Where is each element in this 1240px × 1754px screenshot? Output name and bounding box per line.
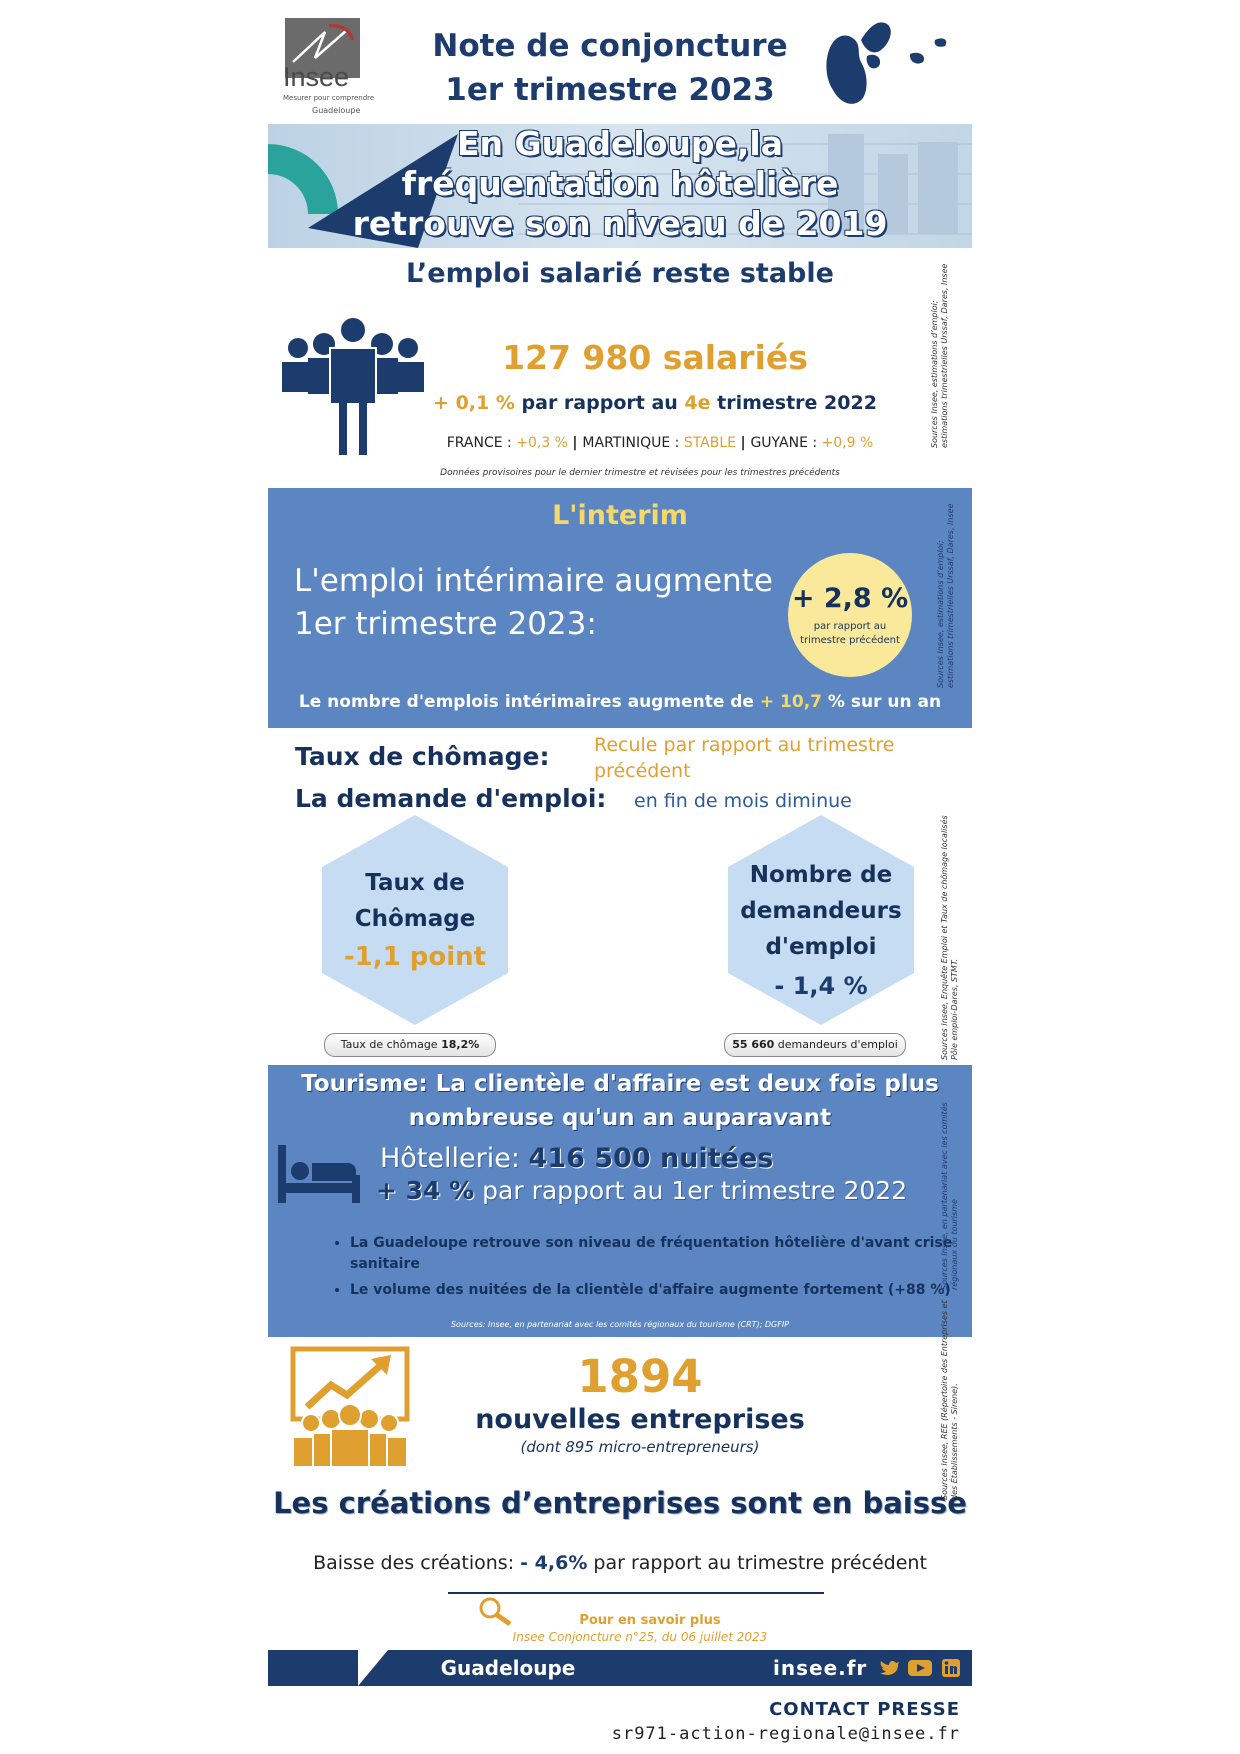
interim-source: Sources Insee, estimations d’emploi; estimations trimestrielles Urssaf, Dares, Insee xyxy=(936,503,955,688)
cmp-guyane-value: +0,9 % xyxy=(821,435,874,451)
hotel-label: Hôtellerie: xyxy=(380,1143,529,1174)
tourisme-title-line-1: Tourisme: La clientèle d'affaire est deux fois plus xyxy=(301,1071,939,1097)
pill2-label: demandeurs d'emploi xyxy=(774,1038,898,1051)
new-companies-label: nouvelles entreprises xyxy=(475,1404,805,1435)
emploi-source: Sources Insee, estimations d’emploi; estimations trimestrielles Urssaf, Dares, Insee xyxy=(930,263,949,448)
footer-bar xyxy=(268,1650,972,1686)
footer-website-link[interactable]: insee.fr xyxy=(773,1656,868,1680)
chomage-text-line-2: précédent xyxy=(594,760,691,782)
chomage-title: Taux de chômage: xyxy=(295,742,550,771)
tourisme-panel xyxy=(268,1065,972,1337)
salaries-evolution-text-a: par rapport au xyxy=(514,392,685,414)
banner-line-1: En Guadeloupe,la xyxy=(457,124,783,163)
interim-line-1: L'emploi intérimaire augmente xyxy=(294,563,773,599)
twitter-icon[interactable] xyxy=(880,1659,900,1677)
more-info-reference[interactable]: Insee Conjoncture n°25, du 06 juillet 2023 xyxy=(512,1630,768,1644)
emploi-section-title: L’emploi salarié reste stable xyxy=(406,258,834,289)
logo-tagline: Mesurer pour comprendre xyxy=(283,94,375,102)
tourisme-bullet: • La Guadeloupe retrouve son niveau de fréquentation hôtelière d'avant crise sanitaire xyxy=(350,1233,960,1275)
interim-annual-evolution xyxy=(268,692,972,712)
interim-growth-sub-2: trimestre précédent xyxy=(800,635,900,646)
employees-group-icon xyxy=(278,316,428,458)
hotel-evolution-value: + 34 % xyxy=(376,1176,475,1205)
cmp-france-label: FRANCE : xyxy=(446,435,517,451)
entreprises-source: Sources Insee, REE (Répertoire des Entreprises et des Établissements - Sirene). xyxy=(940,1300,959,1500)
cmp-martinique-value: STABLE xyxy=(683,435,736,451)
pill2-value: 55 660 xyxy=(732,1038,775,1051)
cmp-martinique-label: MARTINIQUE : xyxy=(582,435,684,451)
banner-line-3: retrouve son niveau de 2019 xyxy=(352,204,888,243)
chomage-text-line-1: Recule par rapport au trimestre xyxy=(594,734,895,756)
hotel-value: 416 500 nuitées xyxy=(528,1143,774,1174)
divider xyxy=(448,1592,824,1594)
salaries-evolution xyxy=(420,392,890,414)
hex1-value: -1,1 point xyxy=(343,942,487,972)
tourisme-source-vertical: Sources Insee, en partenariat avec les comités régionaux du tourisme xyxy=(940,1102,959,1290)
logo-name: Insee xyxy=(283,62,350,92)
salaries-evolution-value: + 0,1 % xyxy=(433,392,515,414)
demande-emploi-title: La demande d'emploi: xyxy=(295,784,607,813)
interim-foot-text-b: % sur un an xyxy=(822,692,942,712)
cmp-france-value: +0,3 % xyxy=(516,435,568,451)
hotel-evolution xyxy=(376,1176,907,1205)
tourisme-bullet-list xyxy=(328,1233,960,1306)
press-contact-title: CONTACT PRESSE xyxy=(769,1699,960,1720)
regional-comparison: FRANCE : +0,3 % | MARTINIQUE : STABLE | GUYANE : +0,9 % xyxy=(446,435,874,451)
page-subtitle: 1er trimestre 2023 xyxy=(445,72,775,108)
press-contact-email[interactable]: sr971-action-regionale@insee.fr xyxy=(611,1724,960,1744)
youtube-icon[interactable] xyxy=(908,1659,932,1677)
interim-growth-sub-1: par rapport au xyxy=(813,621,887,632)
pill1-value: 18,2% xyxy=(441,1038,480,1051)
entreprises-evolution-text-a: Baisse des créations: xyxy=(313,1552,521,1574)
hex2-line-2: demandeurs xyxy=(740,898,902,924)
tourisme-bullet: • Le volume des nuitées de la clientèle d'affaire augmente fortement (+88 %) xyxy=(350,1280,960,1301)
entreprises-headline: Les créations d’entreprises sont en baisse xyxy=(273,1486,967,1520)
banner-line-2: fréquentation hôtelière xyxy=(401,164,839,203)
interim-growth-circle xyxy=(788,553,912,677)
demande-emploi-text: en fin de mois diminue xyxy=(634,790,852,812)
job-seekers-pill xyxy=(724,1033,906,1057)
interim-title: L'interim xyxy=(552,500,688,531)
hex2-line-3: d'emploi xyxy=(765,934,877,960)
tourisme-title-line-2: nombreuse qu'un an auparavant xyxy=(408,1105,832,1131)
more-info-title[interactable]: Pour en savoir plus xyxy=(579,1613,721,1628)
business-growth-icon xyxy=(285,1345,415,1467)
hex1-line-1: Taux de xyxy=(365,870,465,896)
hex1-line-2: Chômage xyxy=(354,906,476,932)
entreprises-evolution-value: - 4,6% xyxy=(520,1552,588,1574)
hotel-evolution-text: par rapport au 1er trimestre 2022 xyxy=(474,1176,908,1205)
page-title: Note de conjoncture xyxy=(432,28,788,64)
salaries-count: 127 980 salariés xyxy=(502,338,808,377)
headline-banner xyxy=(268,124,972,248)
cmp-guyane-label: GUYANE : xyxy=(750,435,822,451)
footer-region: Guadeloupe xyxy=(440,1656,576,1680)
hotel-bed-icon xyxy=(276,1139,362,1205)
pill1-label: Taux de chômage xyxy=(340,1038,442,1051)
entreprises-evolution-text-b: par rapport au trimestre précédent xyxy=(587,1552,927,1574)
new-companies-count: 1894 xyxy=(577,1350,703,1403)
interim-panel xyxy=(268,488,972,728)
salaries-evolution-text-b: trimestre 2022 xyxy=(710,392,877,414)
provisional-data-note: Données provisoires pour le dernier trimestre et révisées pour les trimestres précédents xyxy=(440,468,840,478)
interim-growth-value: + 2,8 % xyxy=(791,583,909,614)
micro-entrepreneurs-note: (dont 895 micro-entrepreneurs) xyxy=(520,1438,760,1456)
hex2-value: - 1,4 % xyxy=(774,972,868,1000)
hotel-nights xyxy=(380,1143,773,1174)
hex2-line-1: Nombre de xyxy=(749,862,893,888)
guadeloupe-map-icon xyxy=(815,10,975,115)
chomage-source: Sources Insee, Enquête Emploi et Taux de chômage localisés Pôle emploi-Dares, STMT. xyxy=(940,815,959,1060)
interim-line-2: 1er trimestre 2023: xyxy=(294,606,597,642)
interim-foot-value: + 10,7 xyxy=(759,692,822,712)
tourisme-source: Sources: Insee, en partenariat avec les comités régionaux du tourisme (CRT); DGFIP xyxy=(450,1320,790,1329)
unemployment-rate-pill xyxy=(324,1033,496,1057)
logo-region: Guadeloupe xyxy=(312,106,361,115)
interim-foot-text-a: Le nombre d'emplois intérimaires augmente de xyxy=(298,692,760,712)
entreprises-evolution xyxy=(268,1552,972,1574)
salaries-evolution-quarter: 4e xyxy=(684,392,711,414)
linkedin-icon[interactable] xyxy=(942,1659,960,1677)
